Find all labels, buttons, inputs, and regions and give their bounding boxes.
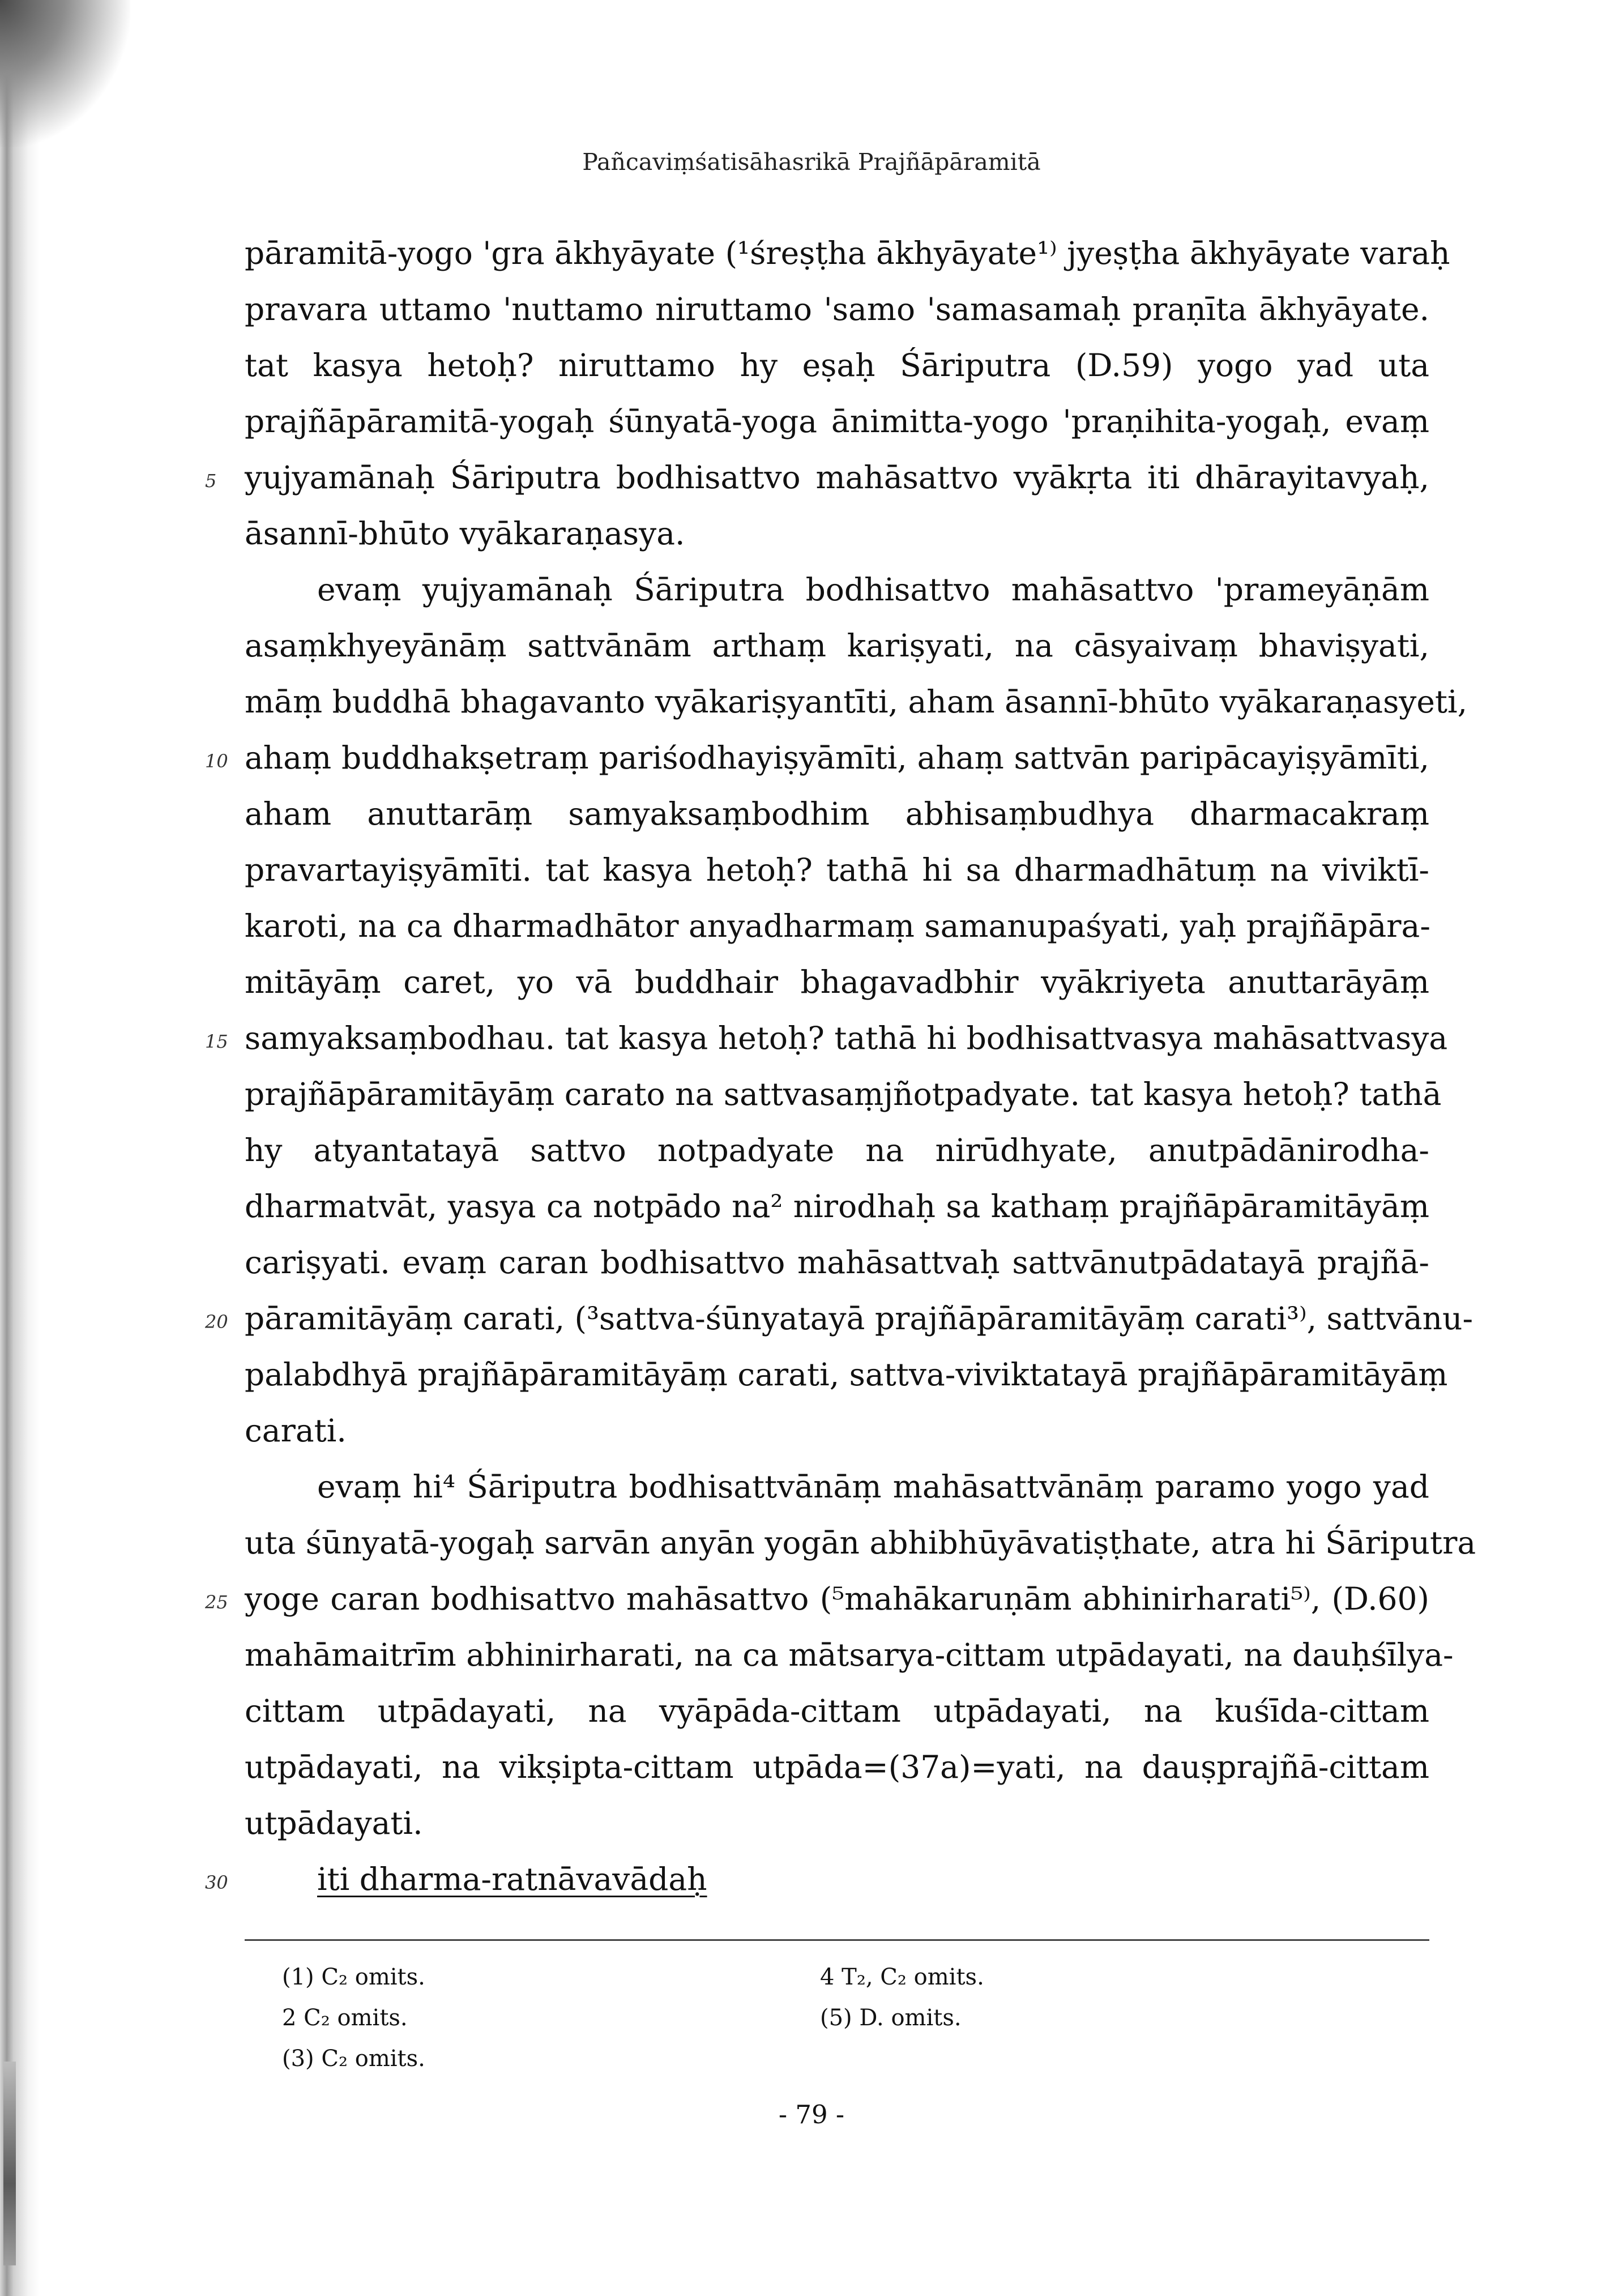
text-line: uta śūnyatā-yogaḥ sarvān anyān yogān abhibhūyāvatiṣṭhate, atra hi Śāriputra bbox=[245, 1525, 1476, 1561]
footnote: 4 T₂, C₂ omits. bbox=[820, 1964, 984, 1990]
footnote: (1) C₂ omits. bbox=[282, 1964, 425, 1990]
text-line: prajñāpāramitāyāṃ carato na sattvasaṃjñotpadyate. tat kasya hetoḥ? tathā bbox=[245, 1076, 1442, 1112]
text-line: prajñāpāramitā-yogaḥ śūnyatā-yoga ānimitta-yogo 'praṇihita-yogaḥ, evaṃ bbox=[245, 403, 1429, 439]
text-line: carati. bbox=[245, 1412, 347, 1449]
text-line: dharmatvāt, yasya ca notpādo na² nirodhaḥ sa kathaṃ prajñāpāramitāyāṃ bbox=[245, 1188, 1429, 1224]
text-line: pravartayiṣyāmīti. tat kasya hetoḥ? tathā hi sa dharmadhātuṃ na viviktī- bbox=[245, 852, 1429, 888]
colophon-line bbox=[317, 1861, 1429, 1897]
text-line: māṃ buddhā bhagavanto vyākariṣyantīti, aham āsannī-bhūto vyākaraṇasyeti, bbox=[245, 684, 1468, 720]
line-number: 20 bbox=[205, 1311, 228, 1333]
line-number: 30 bbox=[205, 1872, 228, 1893]
running-header: Pañcaviṃśatisāhasrikā Prajñāpāramitā bbox=[582, 148, 1041, 176]
text-line: pāramitā-yogo 'gra ākhyāyate (¹śreṣṭha ākhyāyate¹⁾ jyeṣṭha ākhyāyate varaḥ bbox=[245, 235, 1450, 271]
text-line: mahāmaitrīm abhinirharati, na ca mātsarya-cittam utpādayati, na dauḥśīlya- bbox=[245, 1637, 1454, 1673]
footnote: (5) D. omits. bbox=[820, 2005, 962, 2031]
text-line: asaṃkhyeyānāṃ sattvānām arthaṃ kariṣyati, na cāsyaivaṃ bhaviṣyati, bbox=[245, 628, 1429, 664]
scan-shadow bbox=[0, 0, 40, 2296]
text-line: utpādayati, na vikṣipta-cittam utpāda=(37a)=yati, na dauṣprajñā-cittam bbox=[245, 1749, 1429, 1785]
colophon-title: iti dharma-ratnāvavādaḥ bbox=[317, 1861, 707, 1897]
text-line: evaṃ hi⁴ Śāriputra bodhisattvānāṃ mahāsattvānāṃ paramo yogo yad bbox=[317, 1469, 1429, 1505]
text-line: samyaksaṃbodhau. tat kasya hetoḥ? tathā hi bodhisattvasya mahāsattvasya bbox=[245, 1020, 1448, 1056]
text-line: tat kasya hetoḥ? niruttamo hy eṣaḥ Śāriputra (D.59) yogo yad uta bbox=[245, 347, 1429, 383]
text-line: pravara uttamo 'nuttamo niruttamo 'samo 'samasamaḥ praṇīta ākhyāyate. bbox=[245, 291, 1429, 327]
text-line: karoti, na ca dharmadhātor anyadharmaṃ samanupaśyati, yaḥ prajñāpāra- bbox=[245, 908, 1430, 944]
text-line: yoge caran bodhisattvo mahāsattvo (⁵mahākaruṇām abhinirharati⁵⁾, (D.60) bbox=[245, 1581, 1429, 1617]
line-number: 5 bbox=[205, 470, 217, 492]
text-line: ahaṃ buddhakṣetraṃ pariśodhayiṣyāmīti, ahaṃ sattvān paripācayiṣyāmīti, bbox=[245, 740, 1429, 776]
text-line: mitāyāṃ caret, yo vā buddhair bhagavadbhir vyākriyeta anuttarāyāṃ bbox=[245, 964, 1429, 1000]
text-line: evaṃ yujyamānaḥ Śāriputra bodhisattvo mahāsattvo 'prameyāṇām bbox=[317, 571, 1429, 608]
text-line: aham anuttarāṃ samyaksaṃbodhim abhisaṃbudhya dharmacakraṃ bbox=[245, 796, 1429, 832]
text-line: āsannī-bhūto vyākaraṇasya. bbox=[245, 515, 685, 552]
page-number: - 79 - bbox=[778, 2099, 845, 2129]
text-line: utpādayati. bbox=[245, 1805, 423, 1841]
text-line: yujyamānaḥ Śāriputra bodhisattvo mahāsattvo vyākṛta iti dhārayitavyaḥ, bbox=[245, 459, 1429, 496]
footnote: 2 C₂ omits. bbox=[282, 2005, 408, 2031]
line-number: 15 bbox=[205, 1031, 228, 1052]
text-line: cariṣyati. evaṃ caran bodhisattvo mahāsattvaḥ sattvānutpādatayā prajñā- bbox=[245, 1244, 1429, 1281]
text-line: cittam utpādayati, na vyāpāda-cittam utpādayati, na kuśīda-cittam bbox=[245, 1693, 1429, 1729]
text-line: hy atyantatayā sattvo notpadyate na nirūdhyate, anutpādānirodha- bbox=[245, 1132, 1429, 1168]
line-number: 25 bbox=[205, 1591, 228, 1613]
line-number: 10 bbox=[205, 750, 228, 772]
footnote: (3) C₂ omits. bbox=[282, 2046, 425, 2072]
text-line: palabdhyā prajñāpāramitāyāṃ carati, sattva-viviktatayā prajñāpāramitāyāṃ bbox=[245, 1356, 1448, 1393]
text-line: pāramitāyāṃ carati, (³sattva-śūnyatayā prajñāpāramitāyāṃ carati³⁾, sattvānu- bbox=[245, 1300, 1473, 1337]
footnote-divider bbox=[245, 1939, 1429, 1941]
